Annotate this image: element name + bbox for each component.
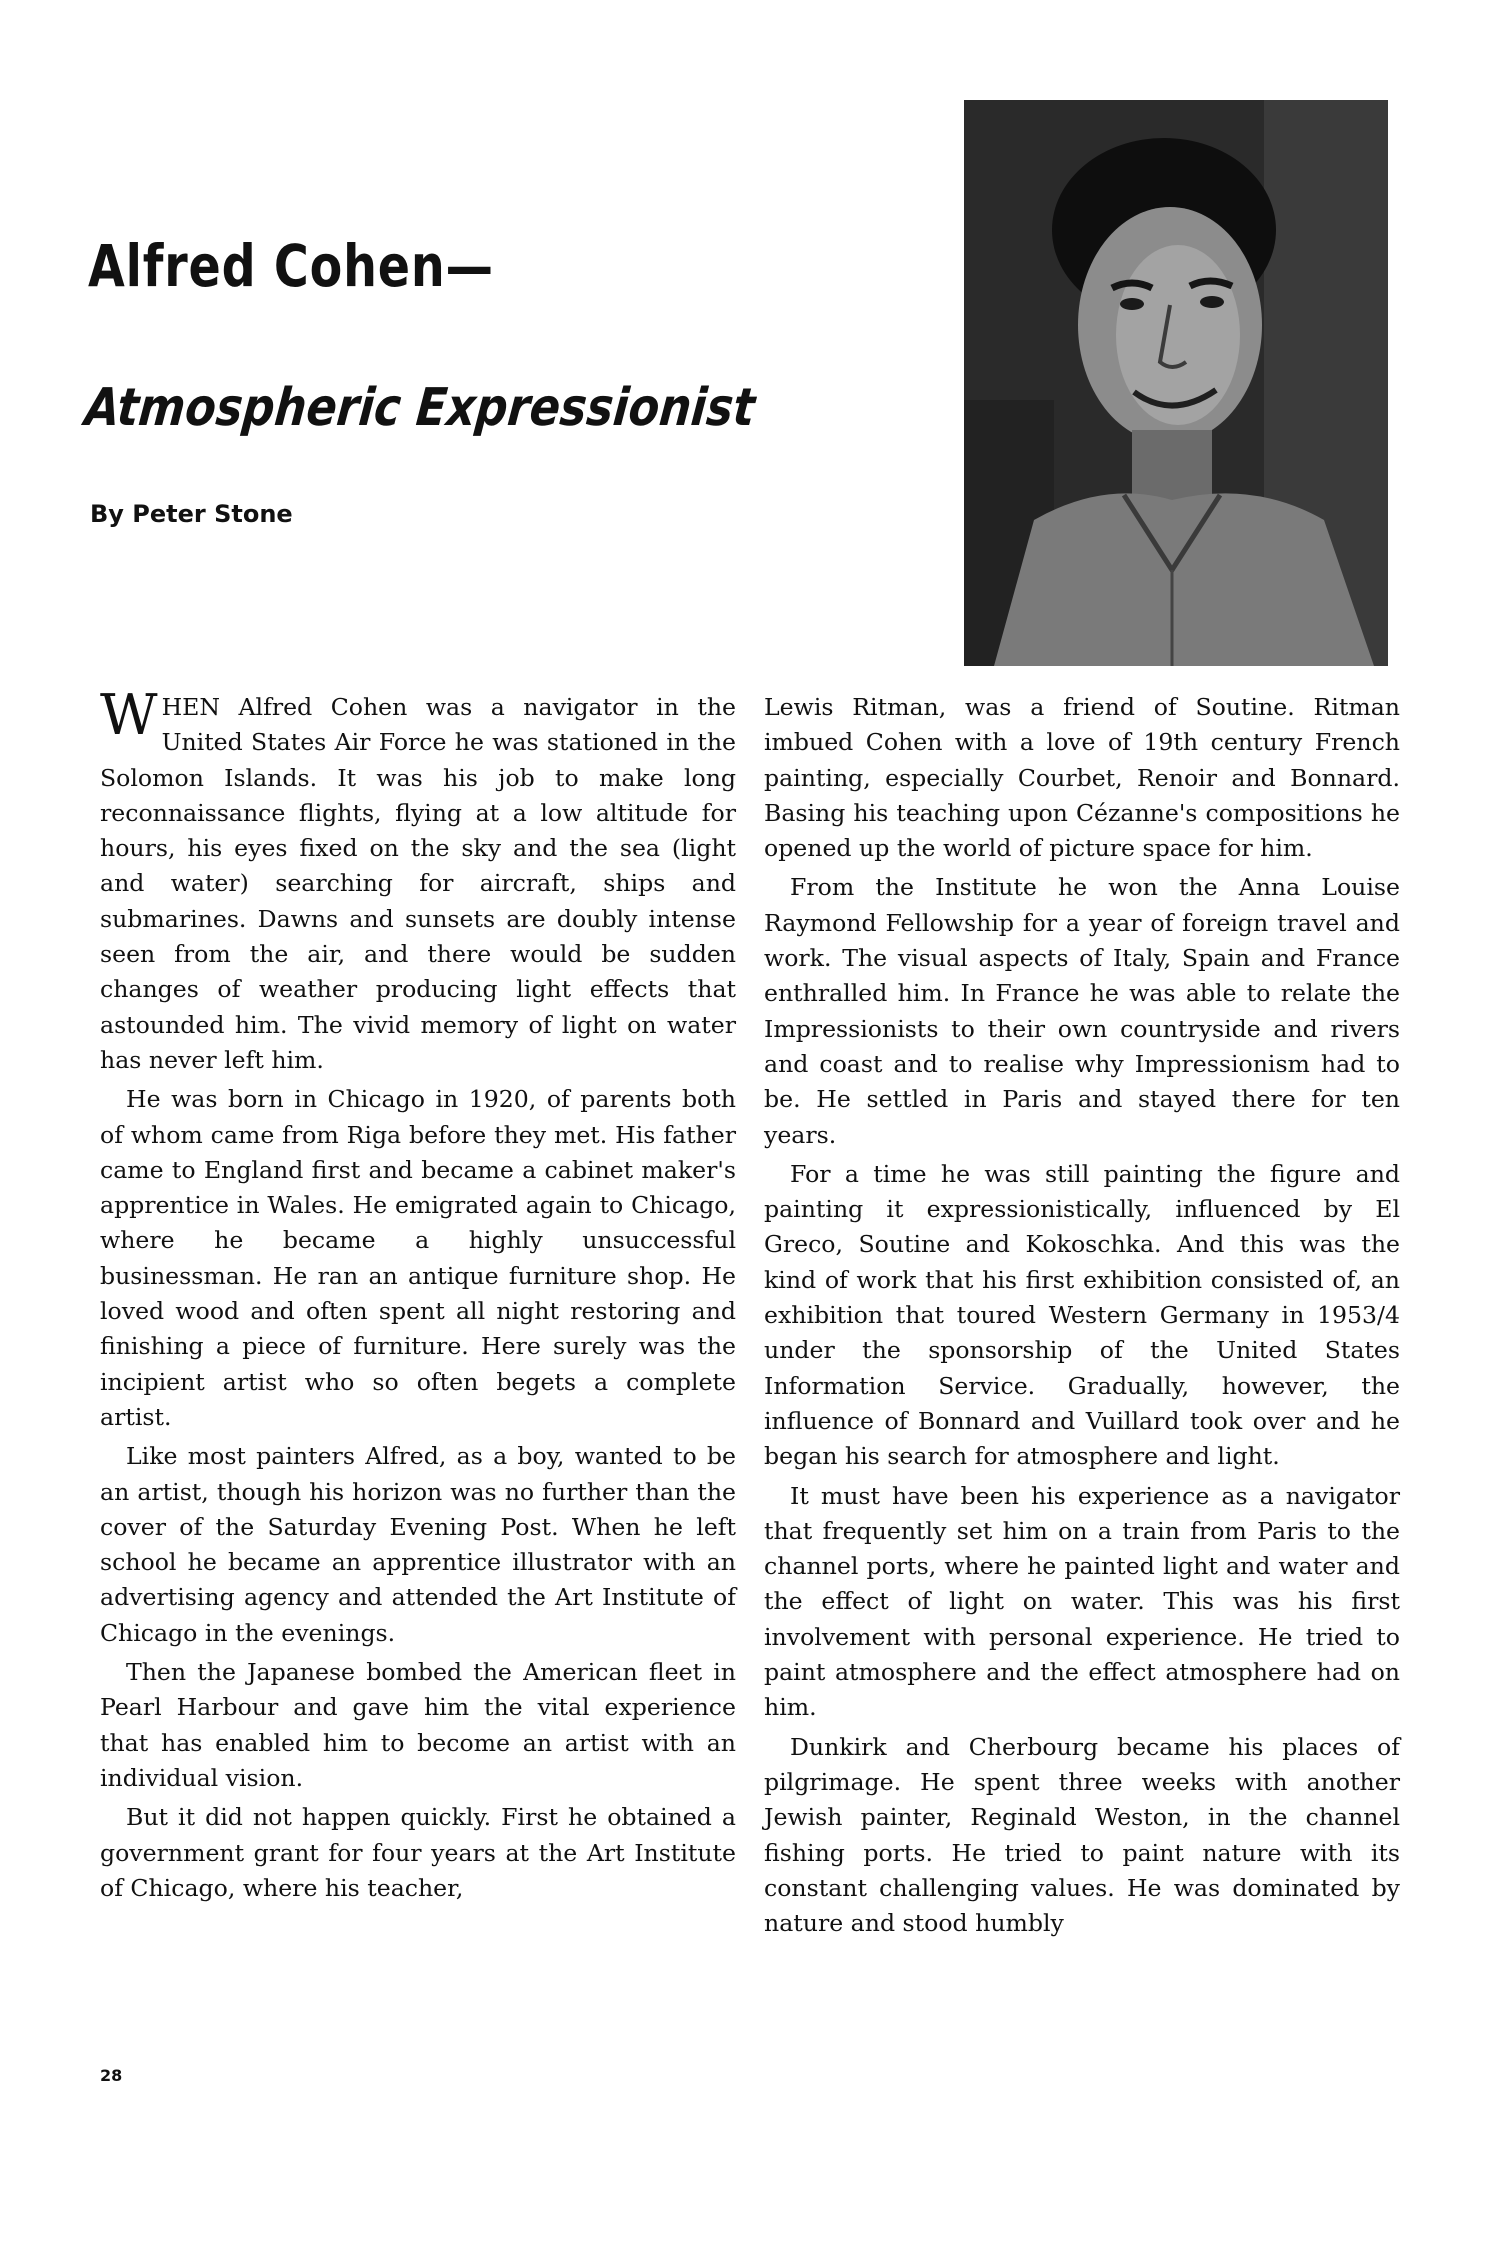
column-left [100, 683, 736, 1910]
paragraph: But it did not happen quickly. First he obtained a government grant for four years at the Art Institute of Chicago, where his teacher, [100, 1803, 736, 1902]
column-right [764, 690, 1400, 1945]
paragraph [100, 683, 736, 1078]
article-subtitle: Atmospheric Expressionist [82, 378, 758, 438]
byline: By Peter Stone [90, 500, 293, 528]
paragraph: From the Institute he won the Anna Louise Raymond Fellowship for a year of foreign travel and work. The visual aspects of Italy, Spain and France enthralled him. In France he was able to relate the Impressionists to their own countryside and rivers and coast and to realise why Impressionism had to be. He settled in Paris and stayed there for ten years. [764, 873, 1400, 1149]
article-title: Alfred Cohen— [88, 232, 494, 300]
paragraph: It must have been his experience as a navigator that frequently set him on a train from Paris to the channel ports, where he painted light and water and the effect of light on water. This was his first involvement with personal experience. He tried to paint atmosphere and the effect atmosphere had on him. [764, 1481, 1400, 1722]
paragraph: Like most painters Alfred, as a boy, wanted to be an artist, though his horizon was no further than the cover of the Saturday Evening Post. When he left school he became an apprentice illustrator with an advertising agency and attended the Art Institute of Chicago in the evenings. [100, 1442, 736, 1647]
paragraph: He was born in Chicago in 1920, of parents both of whom came from Riga before they met. His father came to England first and became a cabinet maker's apprentice in Wales. He emigrated again to Chicago, where he became a highly unsuccessful businessman. He ran an antique furniture shop. He loved wood and often spent all night restoring and finishing a piece of furniture. Here surely was the incipient artist who so often begets a complete artist. [100, 1085, 736, 1431]
page-number: 28 [100, 2066, 123, 2085]
paragraph: Then the Japanese bombed the American fleet in Pearl Harbour and gave him the vital experience that has enabled him to become an artist with an individual vision. [100, 1658, 736, 1792]
paragraph: Dunkirk and Cherbourg became his places of pilgrimage. He spent three weeks with another Jewish painter, Reginald Weston, in the channel fishing ports. He tried to paint nature with its constant challenging values. He was dominated by nature and stood humbly [764, 1732, 1400, 1938]
paragraph-text: HEN Alfred Cohen was a navigator in the United States Air Force he was stationed in the Solomon Islands. It was his job to make long reconnaissance flights, flying at a low altitude for hours, his eyes fixed on the sky and the sea (light and water) searching for aircraft, ships and submarines. Dawns and sunsets are doubly intense seen from the air, and there would be sudden changes of weather producing light effects that astounded him. The vivid memory of light on water has never left him. [100, 693, 736, 1074]
drop-cap: W [100, 683, 158, 748]
portrait-photo [964, 100, 1388, 666]
paragraph: Lewis Ritman, was a friend of Soutine. Ritman imbued Cohen with a love of 19th century French painting, especially Courbet, Renoir and Bonnard. Basing his teaching upon Cézanne's compositions he opened up the world of picture space for him. [764, 693, 1400, 863]
paragraph: For a time he was still painting the figure and painting it expressionistically, influenced by El Greco, Soutine and Kokoschka. And this was the kind of work that his first exhibition consisted of, an exhibition that toured Western Germany in 1953/4 under the sponsorship of the United States Information Service. Gradually, however, the influence of Bonnard and Vuillard took over and he began his search for atmosphere and light. [764, 1159, 1400, 1471]
portrait-photo-icon [964, 100, 1388, 666]
